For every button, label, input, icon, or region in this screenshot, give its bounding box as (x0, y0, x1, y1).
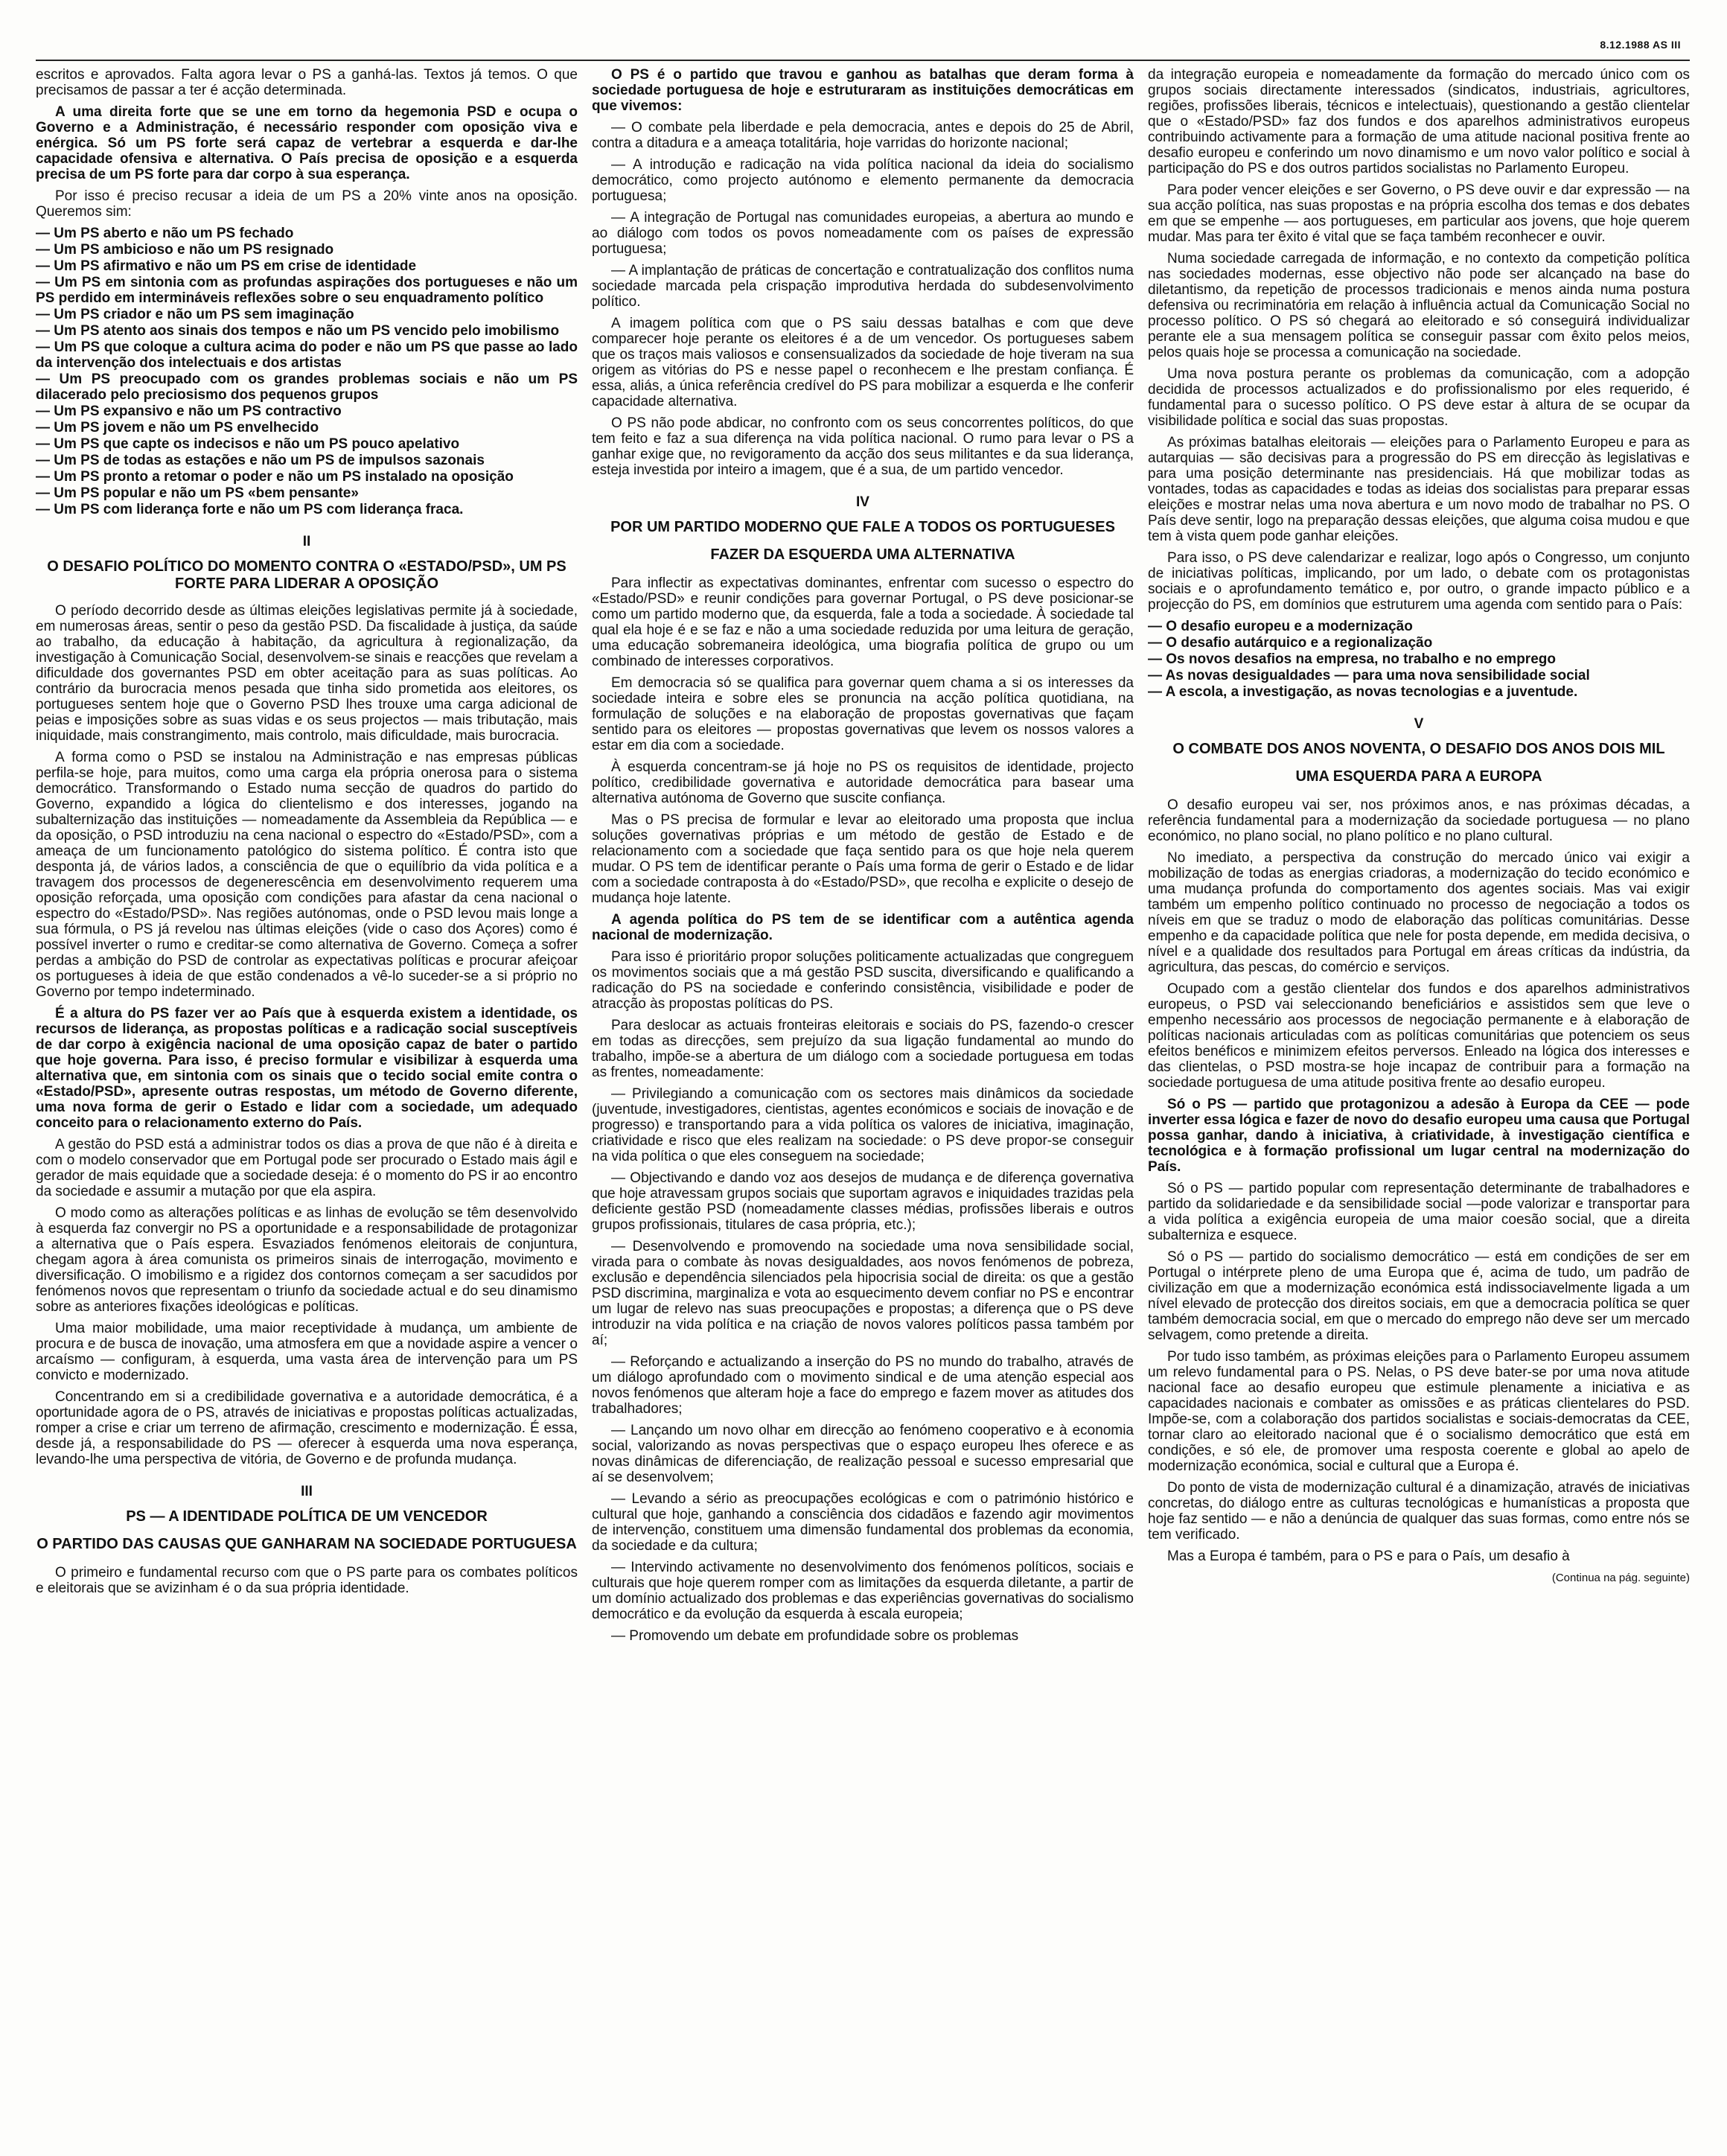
paragraph: O PS não pode abdicar, no confronto com os seus concorrentes políticos, do que tem feito e faz a sua diferença na vida política nacional. O rumo para levar o PS a ganhar exige que, no revigoramento da acção dos seus militantes e da sua liderança, esteja investida por inteiro a imagem, que é a sua, de um partido vencedor. (592, 415, 1134, 478)
agenda-list (1148, 619, 1690, 700)
paragraph: Concentrando em si a credibilidade governativa e a autoridade democrática, é a oportunidade agora de o PS, através de iniciativas e propostas políticas actualizadas, romper a crise e criar um terreno de afirmação, crescimento e modernização. É essa, desde já, a responsabilidade do PS — oferecer à esquerda uma nova esperança, levando-lhe uma perspectiva de vitória, de Governo e de profunda mudança. (36, 1389, 578, 1467)
list-item: — Reforçando e actualizando a inserção do PS no mundo do trabalho, através de um diálogo aprofundado com o movimento sindical e de uma atenção especial aos novos fenómenos que alteram hoje a face do emprego e fazem mover as atitudes dos trabalhadores; (592, 1354, 1134, 1417)
list-item: — Um PS popular e não um PS «bem pensante» (36, 485, 359, 501)
list-item: — Desenvolvendo e promovendo na sociedade uma nova sensibilidade social, virada para o combate às novas desigualdades, aos novos fenómenos de pobreza, exclusão e dependência silenciados pela hipocrisia social de direita: os que a gestão PSD discrimina, marginaliza e vota ao esquecimento devem confiar no PS e encontrar um lugar de relevo nas suas preocupações e propostas; a diferença que o PS deve introduzir na vida política e na criação de novos valores políticos passa também por aí; (592, 1239, 1134, 1348)
wants-list (36, 226, 578, 517)
section-number: II (302, 534, 311, 549)
list-item: — Um PS ambicioso e não um PS resignado (36, 242, 334, 258)
list-item: — Um PS com liderança forte e não um PS com liderança fraca. (36, 502, 464, 517)
paragraph: Para deslocar as actuais fronteiras eleitorais e sociais do PS, fazendo-o crescer em todas as direcções, sem prejuízo da sua ligação fundamental ao mundo do trabalho, impõe-se a abertura de um diálogo com a sociedade portuguesa em todas as frentes, nomeadamente: (592, 1018, 1134, 1080)
top-rule (36, 60, 1690, 61)
paragraph: Em democracia só se qualifica para governar quem chama a si os interesses da sociedade inteira e sobre eles se pronuncia na acção política quotidiana, na formulação de soluções e na elaboração de propostas governativas que façam sentido para os eleitores — propostas governativas que levem os nossos valores a estar em dia com a sociedade. (592, 675, 1134, 753)
paragraph: da integração europeia e nomeadamente da formação do mercado único com os grupos sociais directamente interessados (sindicatos, industriais, agricultores, regiões, profissões liberais, técnicos e intelectuais), questionando a gestão clientelar que o «Estado/PSD» faz dos fundos e dos aparelhos administrativos europeus contribuindo activamente para a formação de uma atitude nacional positiva frente ao desafio europeu e conferindo um novo dinamismo e um novo valor político e social à participação do PS e dos outros partidos socialistas no Parlamento Europeu. (1148, 67, 1690, 176)
paragraph: A gestão do PSD está a administrar todos os dias a prova de que não é à direita e com o modelo conservador que em Portugal pode ser procurado o Estado mais ágil e gerador de mais equidade que a sociedade deseja: é o momento do PS ir ao encontro da sociedade e assumir a mutação por que ela aspira. (36, 1137, 578, 1199)
paragraph: A agenda política do PS tem de se identificar com a autêntica agenda nacional de modernização. (592, 912, 1134, 943)
continued-note: (Continua na pág. seguinte) (1551, 1572, 1690, 1584)
list-item: — O combate pela liberdade e pela democracia, antes e depois do 25 de Abril, contra a ditadura e a ameaça totalitária, hoje varridas do horizonte nacional; (592, 120, 1134, 151)
section-title: O DESAFIO POLÍTICO DO MOMENTO CONTRA O «ESTADO/PSD», UM PS FORTE PARA LIDERAR A OPOSIÇÃO (47, 558, 566, 592)
section-subtitle: O PARTIDO DAS CAUSAS QUE GANHARAM NA SOCIEDADE PORTUGUESA (36, 1536, 577, 1552)
paragraph: No imediato, a perspectiva da construção do mercado único vai exigir a mobilização de todas as energias criadoras, a modernização do tecido económico e uma mudança profunda do comportamento dos agentes sociais. Mas vai exigir também um empenho político continuado no processo de negociação a todos os níveis em que se traduz o modo de elaboração das políticas comunitárias. Desse empenho e da capacidade política que nele for posta depende, em medida decisiva, o nível e a qualidade dos resultados para Portugal em áreas críticas da indústria, da agricultura, das pescas, do comércio e serviços. (1148, 850, 1690, 975)
paragraph: As próximas batalhas eleitorais — eleições para o Parlamento Europeu e para as autarquias — são decisivas para a progressão do PS em direcção às legislativas e para uma posição determinante nas presidenciais. Há que mobilizar todas as vontades, todas as capacidades e todas as ideias dos socialistas para preparar essas eleições e mostrar nelas uma nova abertura e um novo modo de trabalhar no PS. O País deve sentir, logo na preparação dessas eleições, que alguma coisa mudou e que tem à vista quem pode ganhar eleições. (1148, 435, 1690, 544)
list-item: — As novas desigualdades — para uma nova sensibilidade social (1148, 668, 1590, 683)
paragraph: Para isso é prioritário propor soluções politicamente actualizadas que congreguem os movimentos sociais que a má gestão PSD suscita, diversificando e qualificando a radicação do PS na sociedade e conferindo consistência, visibilidade e poder de atracção às propostas políticas do PS. (592, 949, 1134, 1012)
paragraph: Para inflectir as expectativas dominantes, enfrentar com sucesso o espectro do «Estado/PSD» e reunir condições para governar Portugal, o PS deve posicionar-se como um partido moderno que, da esquerda, fale a toda a sociedade. À sociedade tal qual ela hoje é e se faz e não a uma sociedade reduzida por uma leitura de geração, uma educação sobremaneira ideológica, uma biografia política de grupo ou um combinado de interesses corporativos. (592, 575, 1134, 669)
column-1 (36, 67, 578, 2137)
list-item: — Intervindo activamente no desenvolvimento dos fenómenos políticos, sociais e culturais que hoje querem romper com as limitações da esquerda diletante, a partir de um domínio actualizado dos problemas e das experiências governativas do socialismo democrático e da evolução da esquerda à escala europeia; (592, 1560, 1134, 1622)
paragraph: O período decorrido desde as últimas eleições legislativas permite já à sociedade, em numerosas áreas, sentir o peso da gestão PSD. Da fiscalidade à justiça, da saúde ao trabalho, da educação à habitação, da agricultura à regionalização, da investigação à Comunicação Social, desenvolvem-se sinais e reacções que revelam a dificuldade dos governantes PSD em obter aceitação para as suas políticas. Ao contrário da burocracia menos pesada que tinha sido prometida aos eleitores, os portugueses sentem hoje que o Governo PSD lhes trouxe uma carga adicional de peias e imposições sobre as suas vidas e os seus projectos — mais tributação, mais iniquidade, mais constrangimento, mais controlo, mais dificuldade, mais burocracia. (36, 603, 578, 744)
paragraph: Mas o PS precisa de formular e levar ao eleitorado uma proposta que inclua soluções governativas próprias e um método de gestão de Estado e de relacionamento com a sociedade que faça sentido para os que hoje nela querem mudar. O PS tem de identificar perante o País uma forma de gerir o Estado e de lidar com a sociedade contraposta à do «Estado/PSD», que recolha e explicite o desejo de mudança hoje latente. (592, 812, 1134, 906)
section-subtitle: FAZER DA ESQUERDA UMA ALTERNATIVA (710, 546, 1015, 563)
list-item: — Um PS de todas as estações e não um PS de impulsos sazonais (36, 453, 485, 468)
paragraph: Para isso, o PS deve calendarizar e realizar, logo após o Congresso, um conjunto de iniciativas políticas, implicando, por um lado, o debate com os protagonistas sociais e o aprofundamento temático e, por outro, o grande impacto público e a projecção do PS, em domínios que estruturem uma agenda com sentido para o País: (1148, 550, 1690, 613)
section-title: POR UM PARTIDO MODERNO QUE FALE A TODOS OS PORTUGUESES (610, 519, 1115, 535)
fronts-list (592, 1086, 1134, 1644)
paragraph: Só o PS — partido do socialismo democrático — está em condições de ser em Portugal o intérprete pleno de uma Europa que é, acima de tudo, um padrão de civilização em que a modernização económica está indissociavelmente ligada a um nível elevado de protecção dos direitos sociais, em que a democracia política se quer também democracia social, em que o mercado do emprego não deve ser um mercado selvagem, como pretende a direita. (1148, 1249, 1690, 1343)
section-number: IV (856, 494, 869, 510)
paragraph: A forma como o PSD se instalou na Administração e nas empresas públicas perfila-se hoje, para muitos, como uma carga ela própria onerosa para o sistema democrático. Transformando o Estado numa secção de quadros do partido do Governo, expandido a lógica do clientelismo e dos interesses, jogando na subalternização das instituições — nomeadamente da Assembleia da República — e da oposição, o PSD introduziu na cena nacional o espectro do «Estado/PSD», com a ameaça de um funcionamento patológico do sistema político. É contra isto que desponta já, de vários lados, a consciência de que o equilíbrio da vida política e a travagem dos processos de degenerescência em desenvolvimento requerem uma oposição reforçada, uma oposição com condições para afastar da cena nacional o espectro do «Estado/PSD». Nas regiões autónomas, onde o PSD levou mais longe a sua fórmula, o PS já revelou nas últimas eleições (vide o caso dos Açores) como é possível inverter o rumo e creditar-se como alternativa de Governo. Começa a sofrer perdas a ambição do PSD de controlar as expectativas políticas e procurar afeiçoar os portugueses à ideia de que estão condenados a vê-lo suceder-se a si próprio no Governo por tempo indeterminado. (36, 750, 578, 1000)
paragraph: Numa sociedade carregada de informação, e no contexto da competição política nas sociedades modernas, esse objectivo não pode ser alcançado na base do diletantismo, da repetição de processos tradicionais e menos ainda numa postura defensiva ou recriminatória em relação à influência actual da Comunicação Social no processo político. O PS só chegará ao eleitorado e só conseguirá individualizar perante ele a sua mensagem política se conseguir passar com êxito pelos meios, pelos quais hoje se processa a comunicação na sociedade. (1148, 251, 1690, 360)
list-item: — A introdução e radicação na vida política nacional da ideia do socialismo democrático, como projecto autónomo e elemento permanente da democracia portuguesa; (592, 157, 1134, 204)
list-item: — Um PS aberto e não um PS fechado (36, 226, 294, 241)
paragraph: Só o PS — partido popular com representação determinante de trabalhadores e partido da solidariedade e da sensibilidade social —pode valorizar e transportar para a vida política a exigência europeia de uma maior coesão social, que a direita subalterniza e esquece. (1148, 1181, 1690, 1243)
paragraph: O PS é o partido que travou e ganhou as batalhas que deram forma à sociedade portuguesa de hoje e estruturaram as instituições democráticas em que vivemos: (592, 67, 1134, 114)
causes-list (592, 120, 1134, 310)
paragraph: Só o PS — partido que protagonizou a adesão à Europa da CEE — pode inverter essa lógica e fazer de novo do desafio europeu uma causa que Portugal possa ganhar, dando à iniciativa, à criatividade, à investigação científica e tecnológica e à formação profissional um lugar central na modernização do País. (1148, 1097, 1690, 1175)
paragraph: O desafio europeu vai ser, nos próximos anos, e nas próximas décadas, a referência fundamental para a modernização da sociedade portuguesa — no plano económico, no plano social, no plano político e no plano cultural. (1148, 797, 1690, 844)
paragraph: Por isso é preciso recusar a ideia de um PS a 20% vinte anos na oposição. Queremos sim: (36, 188, 578, 220)
page-header-date: 8.12.1988 AS III (1600, 39, 1681, 51)
paragraph: escritos e aprovados. Falta agora levar o PS a ganhá-las. Textos já temos. O que precisamos de passar a ter é acção determinada. (36, 67, 578, 98)
paragraph: O primeiro e fundamental recurso com que o PS parte para os combates políticos e eleitorais que se avizinham é o da sua própria identidade. (36, 1565, 578, 1596)
list-item: — O desafio europeu e a modernização (1148, 619, 1413, 634)
paragraph: Do ponto de vista de modernização cultural é a dinamização, através de iniciativas concretas, do diálogo entre as culturas tecnológicas e humanísticas a proposta que hoje faz sentido — e não a denúncia de qualquer das suas formas, como entre nós se tem verificado. (1148, 1480, 1690, 1543)
list-item: — Um PS em sintonia com as profundas aspirações dos portugueses e não um PS perdido em intermináveis reflexões sobre o seu enquadramento político (36, 275, 578, 306)
section-number: III (301, 1484, 313, 1499)
list-item: — Levando a sério as preocupações ecológicas e com o património histórico e cultural que hoje, ganhando a consciência dos cidadãos e fazendo agir movimentos de intervenção, constituem uma dimensão fundamental dos problemas da economia, da sociedade e da cultura; (592, 1491, 1134, 1554)
paragraph: Para poder vencer eleições e ser Governo, o PS deve ouvir e dar expressão — na sua acção política, nas suas propostas e na própria escolha dos temas e dos debates em que se empenhe — aos portugueses, em particular aos jovens, que hoje querem mudar. Mas para ter êxito é vital que se faça também reconhecer e ouvir. (1148, 182, 1690, 245)
column-2 (592, 67, 1134, 2137)
section-title: PS — A IDENTIDADE POLÍTICA DE UM VENCEDOR (126, 1508, 488, 1525)
paragraph: O modo como as alterações políticas e as linhas de evolução se têm desenvolvido à esquerda faz convergir no PS a oportunidade e a responsabilidade de protagonizar a alternativa que o País espera. Esvaziados fenómenos eleitorais de conjuntura, chegam agora à área comunista os primeiros sinais de interrogação, movimento e diversificação. O imobilismo e a rigidez dos contornos começam a ser sacudidos por fenómenos novos que representam o triunfo da sociedade actual e do seu dinamismo sobre as anteriores fixações ideológicas e políticas. (36, 1205, 578, 1315)
list-item: — Um PS pronto a retomar o poder e não um PS instalado na oposição (36, 469, 514, 485)
list-item: — A integração de Portugal nas comunidades europeias, a abertura ao mundo e ao diálogo com todos os povos nomeadamente com os países de expressão portuguesa; (592, 210, 1134, 257)
paragraph: À esquerda concentram-se já hoje no PS os requisitos de identidade, projecto político, credibilidade governativa e autoridade democrática para basear uma alternativa autónoma de Governo que suscite confiança. (592, 759, 1134, 806)
list-item: — Um PS preocupado com os grandes problemas sociais e não um PS dilacerado pelo preciosismo dos pequenos grupos (36, 371, 578, 403)
paragraph: Uma maior mobilidade, uma maior receptividade à mudança, um ambiente de procura e de busca de inovação, uma atmosfera em que a novidade aspire a vencer o arcaísmo — configuram, à esquerda, uma vasta área de intervenção para um PS convicto e modernizado. (36, 1321, 578, 1383)
list-item: — A implantação de práticas de concertação e contratualização dos conflitos numa sociedade marcada pela crispação improdutiva herdada do subdesenvolvimento político. (592, 263, 1134, 310)
list-item: — Objectivando e dando voz aos desejos de mudança e de diferença governativa que hoje atravessam grupos sociais que suportam agravos e iniquidades trazidas pela deficiente gestão PSD (nomeadamente classes médias, profissões liberais e outros grupos profissionais, titulares de casa própria, etc.); (592, 1170, 1134, 1233)
paragraph: Uma nova postura perante os problemas da comunicação, com a adopção decidida de processos actualizados e do profissionalismo por eles requerido, é fundamental para o sucesso político. O PS deve estar à altura de se ocupar da visibilidade política e social das suas propostas. (1148, 366, 1690, 429)
list-item: — Lançando um novo olhar em direcção ao fenómeno cooperativo e à economia social, valorizando as novas perspectivas que o espaço europeu lhes oferece e as novas dinâmicas de diferenciação, de realização pessoal e sucesso empresarial que aí se desenvolvem; (592, 1423, 1134, 1485)
list-item: — Promovendo um debate em profundidade sobre os problemas (611, 1628, 1019, 1644)
section-number: V (1414, 716, 1424, 732)
paragraph: A imagem política com que o PS saiu dessas batalhas e com que deve comparecer hoje perante os eleitores é a de um vencedor. Os portugueses sabem que os traços mais valiosos e consensualizados da sociedade de hoje tiveram na sua origem as vitórias do PS e nesse papel o reconhecem e lhe prestam confiança. É essa, aliás, a única referência credível do PS para mobilizar a esquerda e lhe conferir capacidade alternativa. (592, 316, 1134, 409)
list-item: — Um PS expansivo e não um PS contractivo (36, 404, 342, 419)
section-subtitle: UMA ESQUERDA PARA A EUROPA (1295, 768, 1542, 785)
paragraph: Mas a Europa é também, para o PS e para o País, um desafio à (1167, 1549, 1570, 1564)
list-item: — O desafio autárquico e a regionalização (1148, 635, 1433, 651)
section-title: O COMBATE DOS ANOS NOVENTA, O DESAFIO DOS ANOS DOIS MIL (1172, 741, 1665, 757)
paragraph: A uma direita forte que se une em torno da hegemonia PSD e ocupa o Governo e a Administração, é necessário responder com oposição viva e enérgica. Só um PS forte será capaz de vertebrar a esquerda e dar-lhe capacidade ofensiva e alternativa. O País precisa de oposição e a esquerda precisa de um PS forte para dar corpo à sua esperança. (36, 104, 578, 182)
paragraph: É a altura do PS fazer ver ao País que à esquerda existem a identidade, os recursos de liderança, as propostas políticas e a radicação social susceptíveis de dar corpo à exigência nacional de uma oposição capaz de bater o partido que hoje governa. Para isso, é preciso formular e visibilizar à esquerda uma alternativa que, em sintonia com os sinais que o tecido social emite contra o «Estado/PSD», apresente outras respostas, um método de Governo diferente, uma nova forma de gerir o Estado e lidar com a sociedade, um adequado conceito para o relacionamento externo do País. (36, 1006, 578, 1131)
list-item: — Um PS que coloque a cultura acima do poder e não um PS que passe ao lado da intervenção dos intelectuais e dos artistas (36, 339, 578, 371)
list-item: — Um PS atento aos sinais dos tempos e não um PS vencido pelo imobilismo (36, 323, 560, 339)
article-columns (36, 67, 1690, 2137)
list-item: — Um PS afirmativo e não um PS em crise de identidade (36, 258, 417, 274)
paragraph: Por tudo isso também, as próximas eleições para o Parlamento Europeu assumem um relevo fundamental para o PS. Nelas, o PS deve bater-se por uma nova atitude nacional face ao desafio europeu que estimule plenamente a iniciativa e as capacidades nacionais e combater as omissões e as práticas clientelares do PSD. Impõe-se, com a colaboração dos partidos socialistas e sociais-democratas da CEE, tornar claro ao eleitorado nacional que é o socialismo democrático que está em condições, e só ele, de promover uma resposta coerente e global ao apelo de modernização económica, social e cultural que a Europa é. (1148, 1349, 1690, 1474)
column-3 (1148, 67, 1690, 2137)
list-item: — Privilegiando a comunicação com os sectores mais dinâmicos da sociedade (juventude, investigadores, cientistas, agentes económicos e sociais de inovação e de progresso) e transportando para a vida política os valores de iniciativa, imaginação, criatividade e risco que eles realizam na sociedade: o PS deve propor-se conseguir na vida política o que eles conseguem na sociedade; (592, 1086, 1134, 1164)
list-item: — Um PS criador e não um PS sem imaginação (36, 307, 354, 322)
list-item: — Os novos desafios na empresa, no trabalho e no emprego (1148, 651, 1556, 667)
list-item: — Um PS que capte os indecisos e não um PS pouco apelativo (36, 436, 460, 452)
paragraph: Ocupado com a gestão clientelar dos fundos e dos aparelhos administrativos europeus, o PSD vai seleccionando beneficiários e assistidos sem que leve o empenho necessário aos processos de negociação permanente e à elaboração de políticas nacionais articuladas com as políticas comunitárias que potenciem os seus efeitos benéficos e minimizem efeitos perversos. Enleado na lógica dos interesses e das clientelas, o PSD mostra-se hoje incapaz de contribuir para a formação na sociedade portuguesa de uma atitude positiva frente ao desafio europeu. (1148, 981, 1690, 1091)
list-item: — Um PS jovem e não um PS envelhecido (36, 420, 319, 436)
list-item: — A escola, a investigação, as novas tecnologias e a juventude. (1148, 684, 1578, 700)
